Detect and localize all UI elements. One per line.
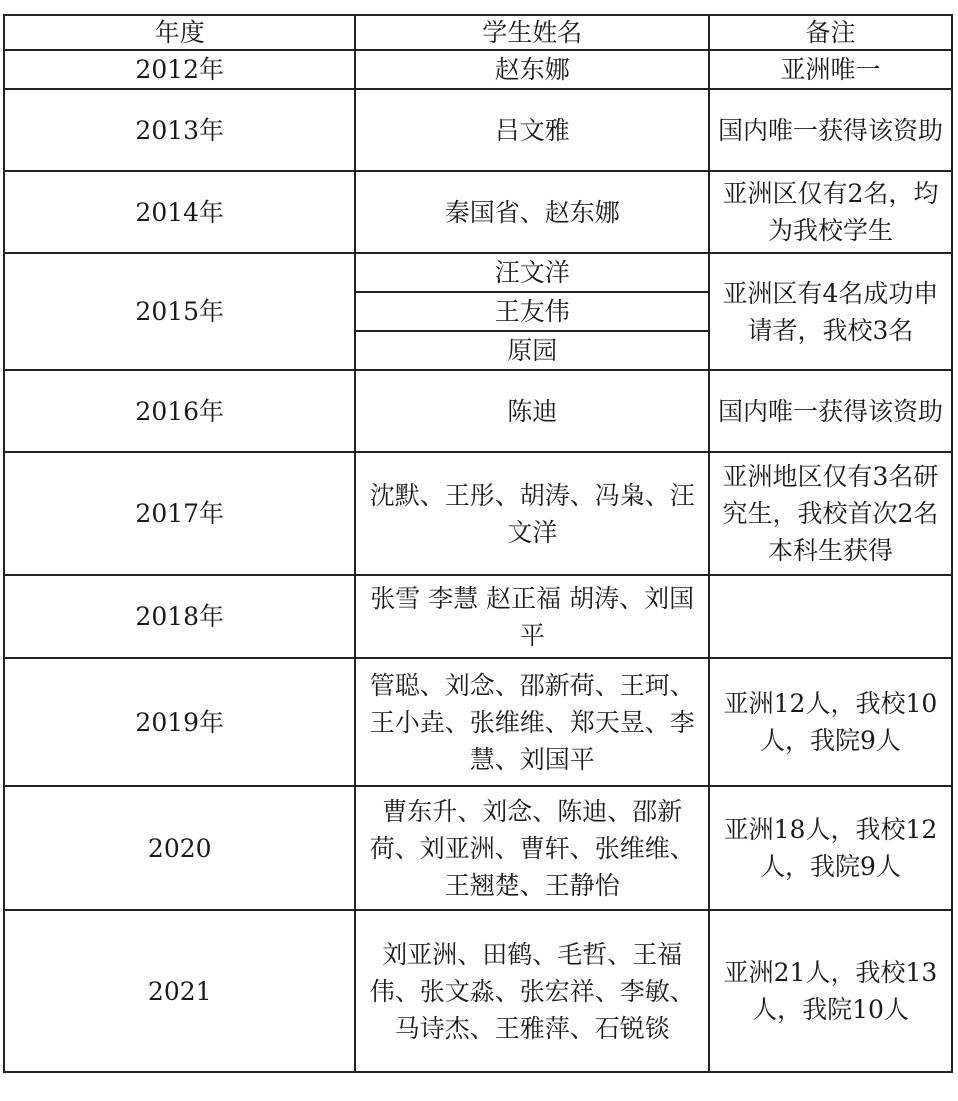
header-remarks: 备注 (709, 15, 952, 50)
year-cell: 2017年 (4, 452, 355, 575)
table-row (4, 89, 952, 171)
students-cell: 吕文雅 (355, 89, 708, 171)
year-cell: 2016年 (4, 370, 355, 452)
table-row (4, 50, 952, 89)
remark-cell: 亚洲12人，我校10人，我院9人 (709, 658, 952, 786)
year-cell: 2013年 (4, 89, 355, 171)
students-cell: 曹东升、刘念、陈迪、邵新荷、刘亚洲、曹轩、张维维、王翘楚、王静怡 (355, 786, 708, 910)
table-row (4, 370, 952, 452)
table-row (4, 575, 952, 658)
students-cell: 张雪 李慧 赵正福 胡涛、刘国平 (355, 575, 708, 658)
year-cell: 2020 (4, 786, 355, 910)
year-cell: 2021 (4, 910, 355, 1072)
students-cell: 王友伟 (355, 292, 708, 331)
students-cell: 秦国省、赵东娜 (355, 171, 708, 253)
table-row (4, 253, 952, 292)
table-row (4, 171, 952, 253)
remark-cell: 亚洲地区仅有3名研究生，我校首次2名本科生获得 (709, 452, 952, 575)
students-cell: 管聪、刘念、邵新荷、王珂、王小垚、张维维、郑天昱、李慧、刘国平 (355, 658, 708, 786)
year-cell: 2012年 (4, 50, 355, 89)
students-cell: 陈迪 (355, 370, 708, 452)
remark-cell: 亚洲区仅有2名，均为我校学生 (709, 171, 952, 253)
remark-cell: 亚洲18人，我校12人，我院9人 (709, 786, 952, 910)
table-row (4, 786, 952, 910)
table-row (4, 452, 952, 575)
students-cell: 赵东娜 (355, 50, 708, 89)
header-students: 学生姓名 (355, 15, 708, 50)
award-table (3, 14, 953, 1073)
remark-cell: 亚洲区有4名成功申请者，我校3名 (709, 253, 952, 370)
header-row (4, 15, 952, 50)
table-row (4, 910, 952, 1072)
year-cell: 2019年 (4, 658, 355, 786)
table-row (4, 658, 952, 786)
header-year: 年度 (4, 15, 355, 50)
remark-cell: 国内唯一获得该资助 (709, 89, 952, 171)
year-cell: 2018年 (4, 575, 355, 658)
remark-cell: 亚洲21人，我校13人，我院10人 (709, 910, 952, 1072)
remark-cell: 国内唯一获得该资助 (709, 370, 952, 452)
remark-cell: 亚洲唯一 (709, 50, 952, 89)
students-cell: 原园 (355, 331, 708, 370)
students-cell: 汪文洋 (355, 253, 708, 292)
remark-cell (709, 575, 952, 658)
students-cell: 沈默、王彤、胡涛、冯枭、汪文洋 (355, 452, 708, 575)
students-cell: 刘亚洲、田鹤、毛哲、王福伟、张文淼、张宏祥、李敏、马诗杰、王雅萍、石锐锬 (355, 910, 708, 1072)
year-cell: 2015年 (4, 253, 355, 370)
year-cell: 2014年 (4, 171, 355, 253)
